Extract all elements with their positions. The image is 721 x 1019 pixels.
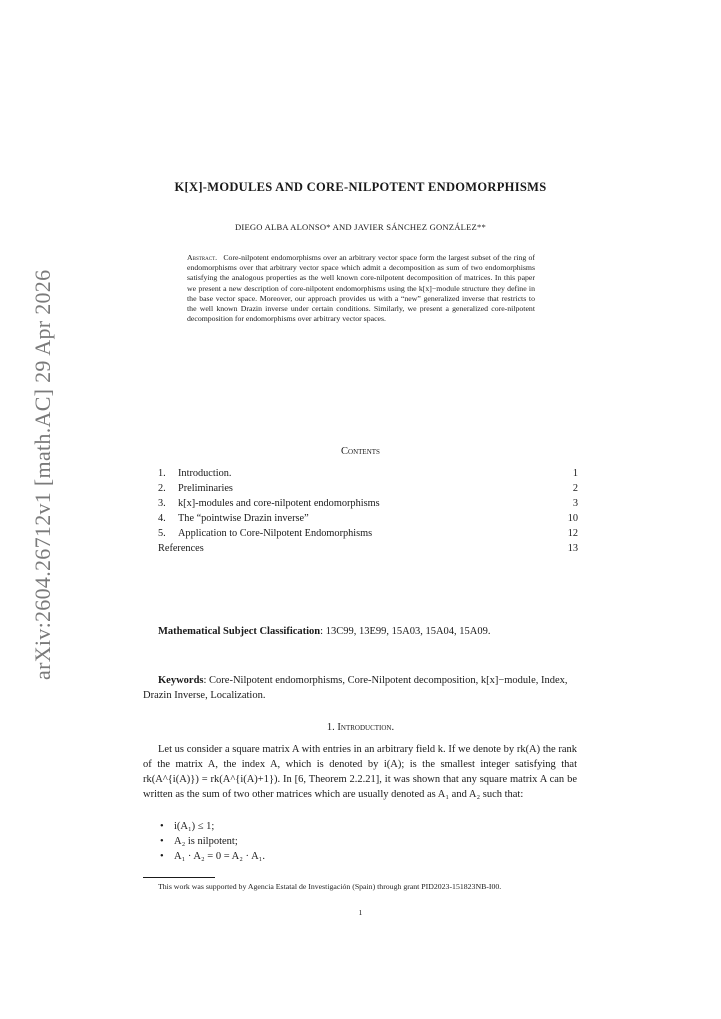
toc-row[interactable] <box>158 466 578 481</box>
toc-title: References <box>158 543 204 554</box>
toc-page: 13 <box>567 543 578 554</box>
toc-row[interactable] <box>158 526 578 541</box>
keywords-label: Keywords <box>158 675 204 686</box>
toc-number: 1. <box>158 468 166 479</box>
msc-classification <box>158 626 588 637</box>
page-number: 1 <box>358 908 363 917</box>
abstract-label: Abstract. <box>187 253 218 262</box>
toc-page: 12 <box>567 528 578 539</box>
toc-row[interactable] <box>158 481 578 496</box>
keywords <box>143 673 577 703</box>
contents-heading: Contents <box>341 446 380 457</box>
abstract <box>187 253 535 324</box>
section-heading: 1. Introduction. <box>326 722 395 733</box>
list-item: • A₁ · A₂ = 0 = A₂ · A₁. <box>160 849 560 864</box>
toc-title: The “pointwise Drazin inverse” <box>178 513 309 524</box>
toc-number: 4. <box>158 513 166 524</box>
property-list <box>160 819 560 864</box>
keywords-text: : Core-Nilpotent endomorphisms, Core-Nilpotent decomposition, k[x]−module, Index, Drazin Inverse, Localization. <box>143 675 568 701</box>
toc-title: Preliminaries <box>178 483 233 494</box>
paper-authors: DIEGO ALBA ALONSO* AND JAVIER SÁNCHEZ GONZÁLEZ** <box>234 222 487 232</box>
toc-row[interactable] <box>158 496 578 511</box>
toc-row[interactable] <box>158 541 578 556</box>
list-item: • i(A₁) ≤ 1; <box>160 819 560 834</box>
abstract-text: Core-nilpotent endomorphisms over an arbitrary vector space form the largest subset of the ring of endomorphisms over that arbitrary vector space which admit a decomposition as sum of two endomorphisms satisfying the analogous properties as the well known core-nilpotent decomposition of matrices. In this paper we present a new description of core-nilpotent endomorphisms using the k[x]−module structure they define in the base vector space. Moreover, our approach provides us with a “new” generalized inverse that restricts to the well known Drazin inverse under certain conditions. Similarly, we present a generalized core-nilpotent decomposition for endomorphisms over arbitrary vector spaces. <box>187 253 536 324</box>
paper-title: K[X]-MODULES AND CORE-NILPOTENT ENDOMORPHISMS <box>174 180 547 194</box>
toc-page: 10 <box>567 513 578 524</box>
toc-number: 3. <box>158 498 166 509</box>
intro-paragraph: Let us consider a square matrix A with entries in an arbitrary field k. If we denote by rk(A) the rank of the matrix A, the index A, which is denoted by i(A); is the smallest integer satisfying that rk(A^{i(A)}) = rk(A^{i(A)+1}). In [6, Theorem 2.2.21], it was shown that any square matrix A can be written as the sum of two other matrices which are usually denoted as A₁ and A₂ such that: <box>143 744 577 800</box>
toc-number: 2. <box>158 483 166 494</box>
footnote-rule <box>143 877 215 878</box>
toc-title: Introduction. <box>178 468 232 479</box>
toc-title: k[x]-modules and core-nilpotent endomorphisms <box>178 498 380 509</box>
toc-page: 3 <box>572 498 578 509</box>
msc-text: : 13C99, 13E99, 15A03, 15A04, 15A09. <box>320 626 491 637</box>
arxiv-stamp: arXiv:2604.26712v1 [math.AC] 29 Apr 2026 <box>30 269 55 680</box>
toc-page: 2 <box>572 483 578 494</box>
toc-page: 1 <box>572 468 578 479</box>
msc-label: Mathematical Subject Classification <box>158 626 321 637</box>
toc-number: 5. <box>158 528 166 539</box>
footnote: This work was supported by Agencia Estatal de Investigación (Spain) through grant PID2023-151823NB-I00. <box>158 882 502 891</box>
toc-title: Application to Core-Nilpotent Endomorphisms <box>178 528 373 539</box>
toc-row[interactable] <box>158 511 578 526</box>
table-of-contents <box>158 466 578 556</box>
list-item: • A₂ is nilpotent; <box>160 834 560 849</box>
